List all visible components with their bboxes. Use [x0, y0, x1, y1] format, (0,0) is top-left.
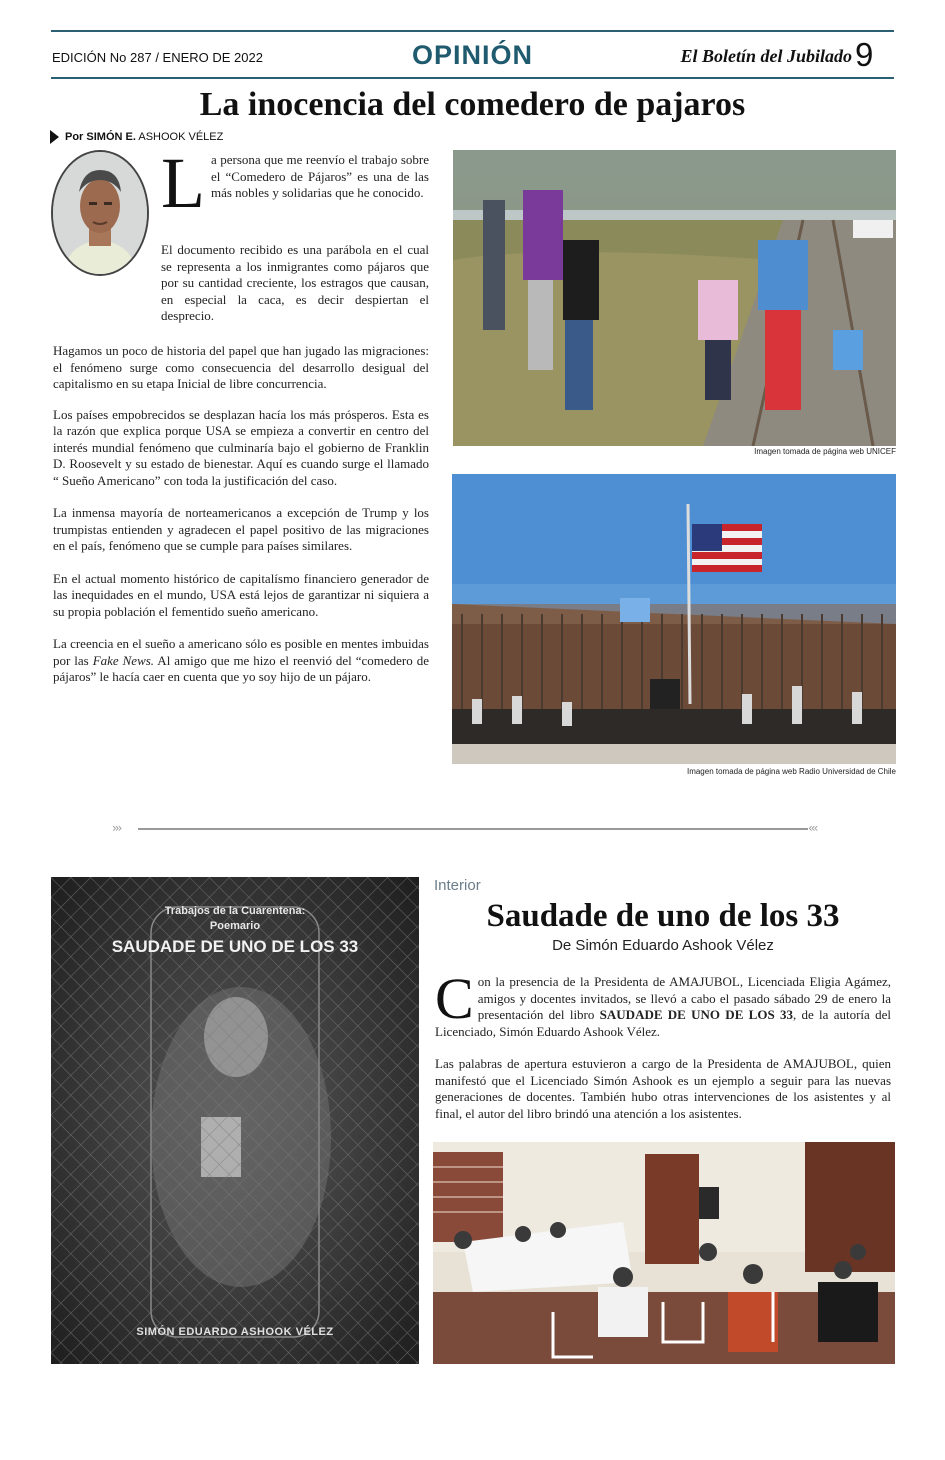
book-cover-line1: Trabajos de la Cuarentena: — [164, 905, 306, 917]
byline-arrow-icon — [50, 130, 59, 144]
article2-title: Saudade de uno de los 33 — [486, 898, 840, 934]
migrants-walking-photo — [453, 150, 896, 446]
article1-body — [53, 343, 429, 702]
section-divider — [138, 828, 808, 830]
article1-paragraph-7: La creencia en el sueño a americano sólo es posible en mentes imbuidas por las Fake News. Al amigo que me hizo el reenvió del “comedero de pájaros” le hacía caer en cuenta que yo soy hijo de un pájaro. — [53, 636, 429, 684]
article1-paragraph-2-top: El documento recibido es una parábola en el cual se representa a los inmigrantes como pájaros que por su cantidad creciente, los estragos que causan, en especial la caca, es decir despiertan el desprecio. — [161, 242, 429, 323]
top-rule — [51, 30, 894, 32]
divider-chevrons-left-icon: ‹‹‹ — [808, 821, 817, 835]
book-cover — [51, 877, 419, 1364]
byline-author-rest: ASHOOK VÉLEZ — [135, 130, 224, 143]
dropcap-c: C — [435, 966, 474, 1031]
header-rule — [51, 77, 894, 79]
article1-paragraph-3: Hagamos un poco de historia del papel que han jugado las migraciones: el fenómeno surge como consecuencia del desarrollo desigual del capitalismo en su etapa Inicial de libre concurrencia. — [53, 343, 429, 391]
byline: Por SIMÓN E. ASHOOK VÉLEZ — [50, 130, 223, 144]
book-presentation-photo — [433, 1142, 895, 1364]
article2-subtitle: De Simón Eduardo Ashook Vélez — [552, 937, 774, 954]
page-number: 9 — [855, 36, 874, 73]
article-title: La inocencia del comedero de pajaros — [199, 86, 746, 123]
article2-body — [435, 966, 891, 1138]
photo-caption-radio-uchile: Imagen tomada de página web Radio Universidad de Chile — [686, 767, 896, 776]
article1-paragraph-4: Los países empobrecidos se desplazan hacía los más prósperos. Esta es la razón que explica porque USA se empieza a convertir en centro del interés mundial fenómeno que culminaría bajo el gobierno de Franklin D. Roosevelt y su estado de bienestar. Aquí es cuando surge el llamado “ Sueño Americano” con toda la justificación del caso. — [53, 406, 429, 488]
divider-chevrons-right-icon: ››› — [112, 821, 121, 835]
article2-paragraph-2: Las palabras de apertura estuvieron a cargo de la Presidenta de AMAJUBOL, quien manifestó que el Licenciado Simón Ashook es un ejemplo a seguir para las nuevas generaciones de docentes. También hubo otras intervenciones de los asistentes y al final, el autor del libro brindó una atención a los asistentes. — [435, 1056, 891, 1121]
dropcap-l: L — [161, 143, 205, 223]
article1-paragraph-6: En el actual momento histórico de capitalísmo financiero generador de las inequidades en el mundo, USA está lejos de garantizar ni siquiera a su propia población el fementido sueño americano. — [53, 570, 429, 619]
border-wall-photo — [452, 474, 896, 764]
edition-label: EDICIÓN No 287 / ENERO DE 2022 — [52, 50, 263, 65]
section-title: OPINIÓN — [411, 40, 533, 70]
byline-author-first: SIMÓN E. — [86, 130, 136, 143]
article1-intro — [161, 143, 429, 223]
photo-caption-unicef: Imagen tomada de página web UNICEF — [754, 447, 896, 456]
article1-paragraph-5: La inmensa mayoría de norteamericanos a excepción de Trump y los trumpistas entienden y agradecen el papel positivo de las migraciones en el país, fenómeno que se cumple para países similares. — [53, 505, 429, 553]
section-tag-interior: Interior — [434, 877, 481, 894]
article2-paragraph-1: Con la presencia de la Presidenta de AMAJUBOL, Licenciada Eligia Agámez, amigos y docentes invitados, se llevó a cabo el pasado sábado 29 de enero la presentación del libro SAUDADE DE UNO DE LOS 33, de la autoría del Licenciado, Simón Eduardo Ashook Vélez. — [435, 966, 891, 1039]
book-cover-line2: Poemario — [209, 920, 261, 932]
book-cover-author: SIMÓN EDUARDO ASHOOK VÉLEZ — [136, 1326, 334, 1338]
publication-name: El Boletín del Jubilado — [680, 46, 852, 66]
book-cover-title: SAUDADE DE UNO DE LOS 33 — [111, 937, 359, 956]
article1-paragraph-1: a persona que me reenvío el trabajo sobre el “Comedero de Pájaros” es una de las más nobles y solidarias que he conocido. — [210, 152, 429, 200]
author-portrait — [51, 150, 149, 276]
